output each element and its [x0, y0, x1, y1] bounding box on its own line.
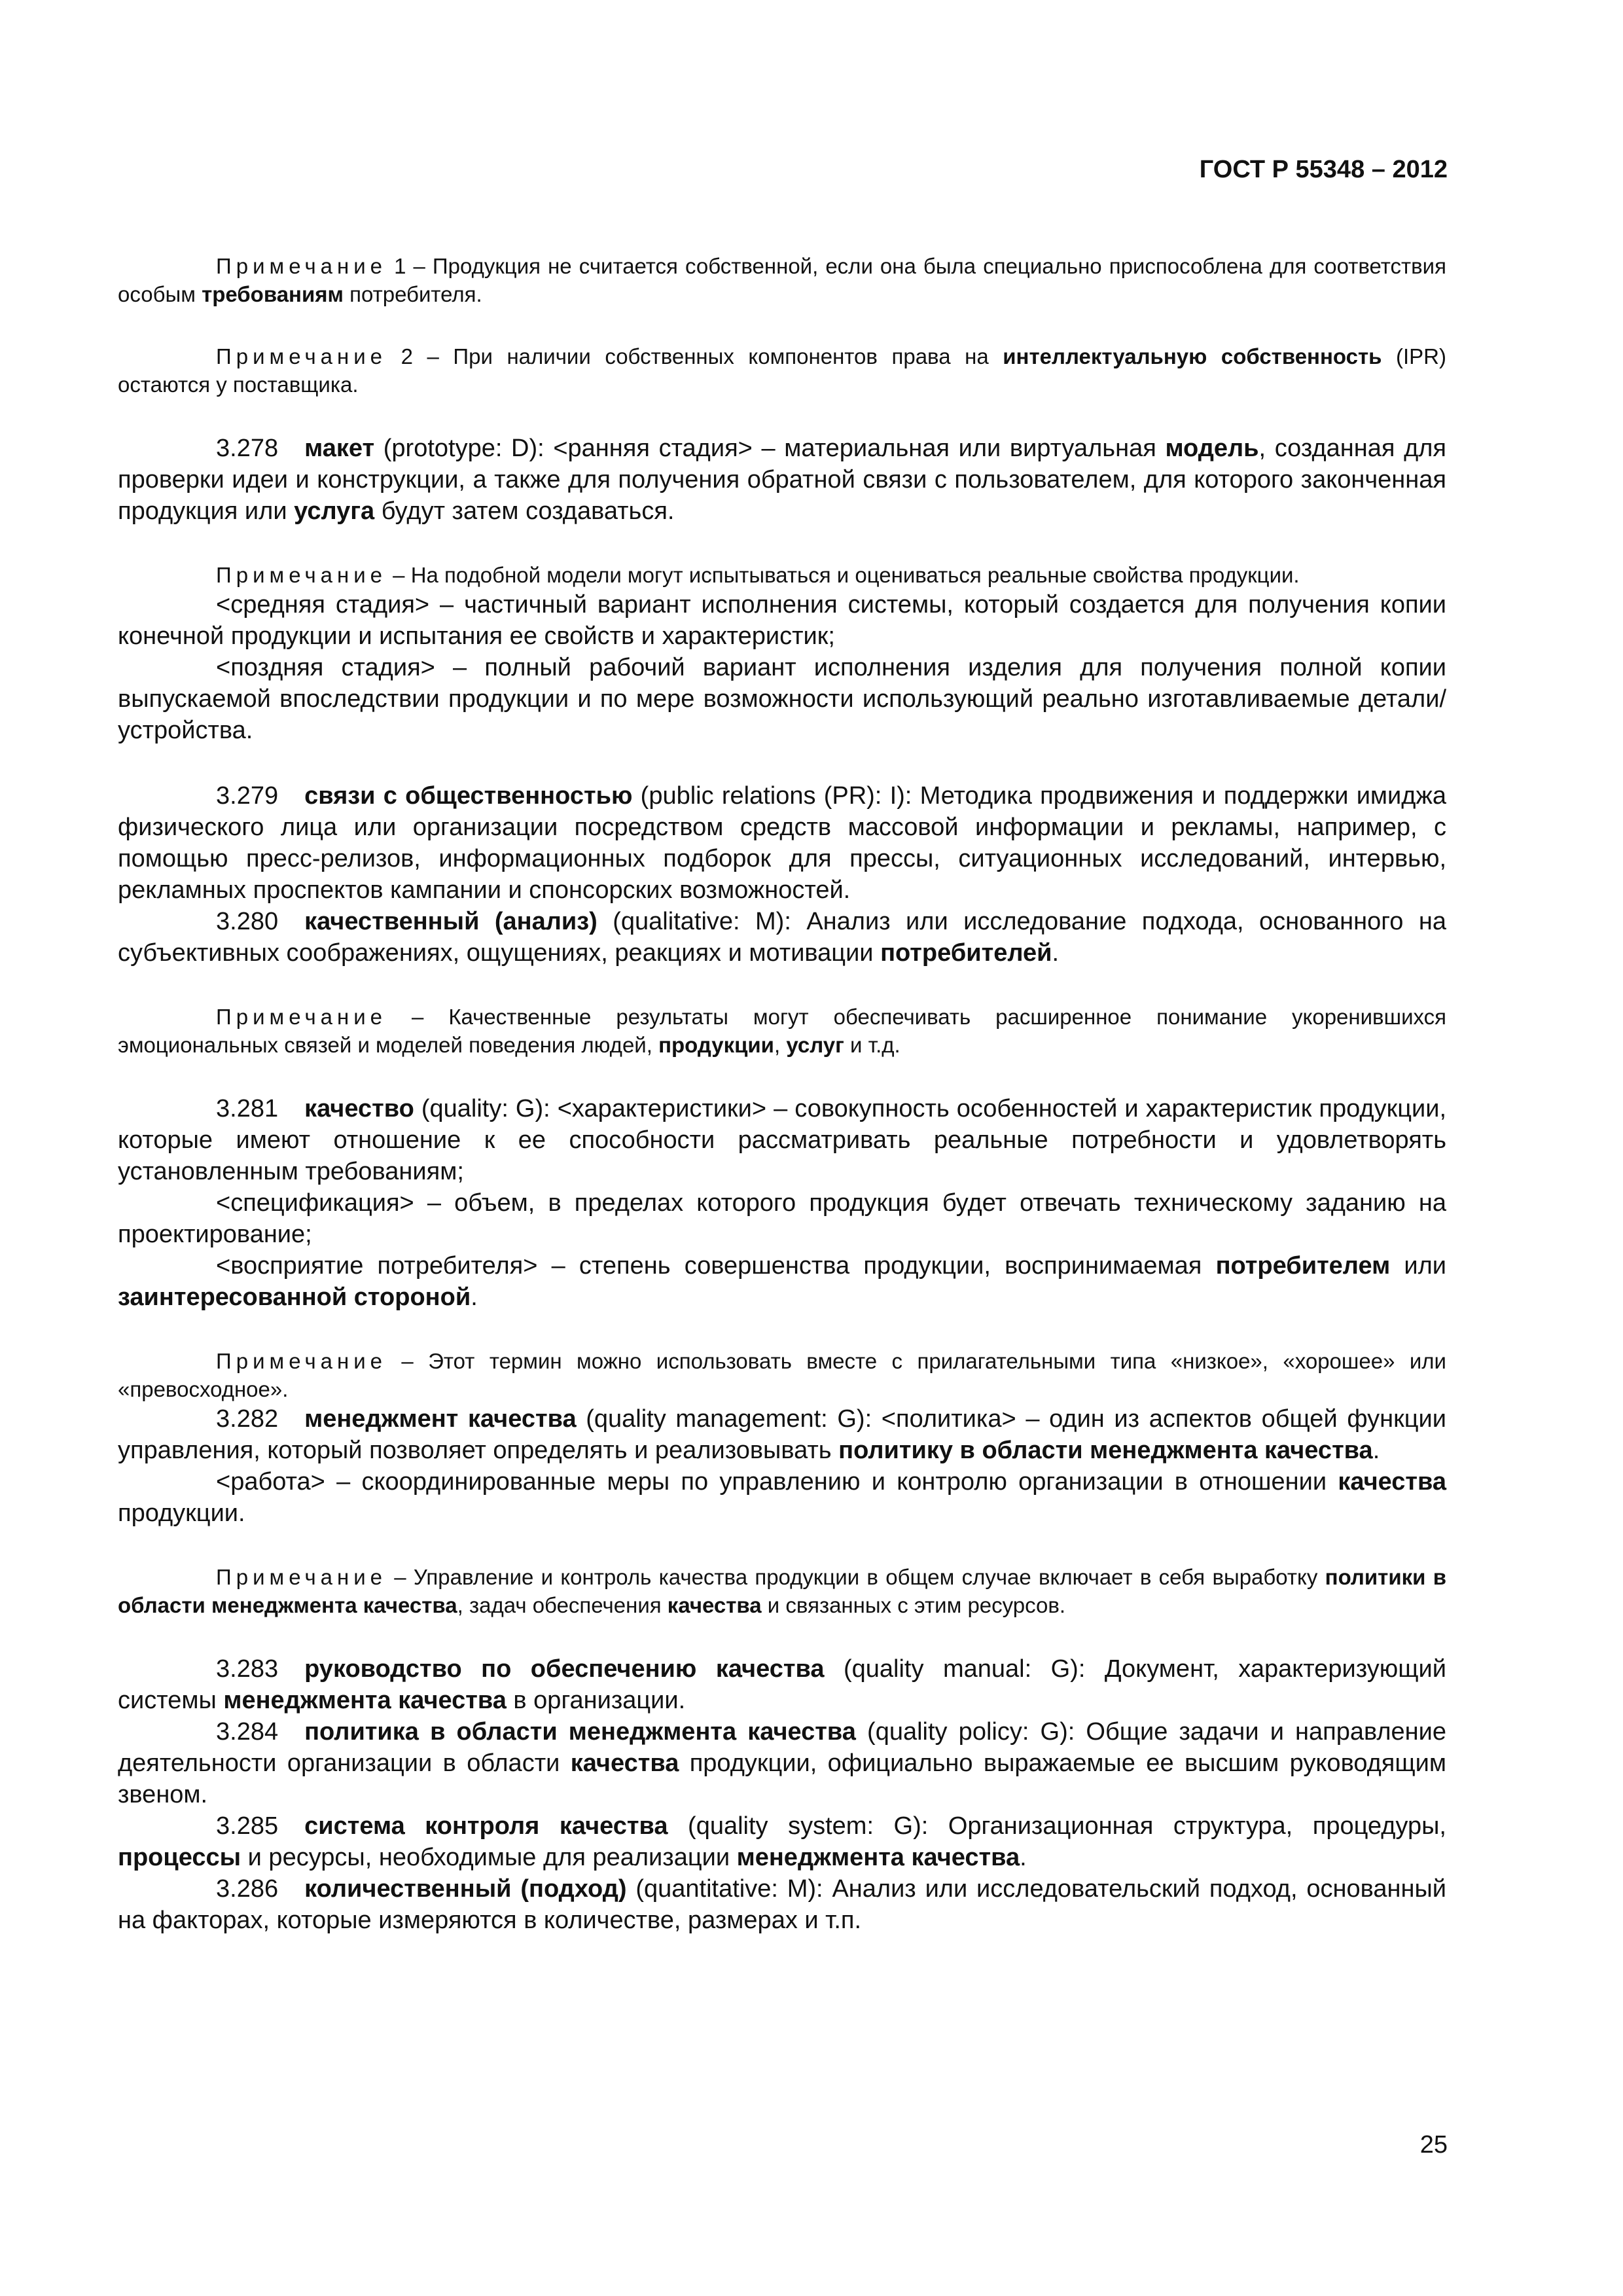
- term-3-286: 3.286 количественный (подход) (quantitative: M): Анализ или исследовательский подход, основанный на факторах, которые измеряются в количестве, размерах и т.п.: [118, 1875, 1446, 1934]
- term-3-278-late-stage: <поздняя стадия> – полный рабочий вариант исполнения изделия для получения полной копии выпускаемой впоследствии продукции и по мере возможности использующий реально изготавливаемые детали/устройства.: [118, 654, 1446, 744]
- term-number: 3.285: [216, 1812, 279, 1840]
- term-title: система контроля качества: [304, 1812, 668, 1840]
- term-title: качество: [304, 1095, 414, 1122]
- term-3-284: 3.284 политика в области менеджмента качества (quality policy: G): Общие задачи и направление деятельности организации в области качества продукции, официально выражаемые ее высшим руководящим звеном.: [118, 1718, 1446, 1808]
- term-3-281-perception: <восприятие потребителя> – степень совершенства продукции, воспринимаемая потребителем или заинтересованной стороной.: [118, 1252, 1446, 1311]
- term-3-278-middle-stage: <средняя стадия> – частичный вариант исполнения системы, который создается для получения копии конечной продукции и испытания ее свойств и характеристик;: [118, 591, 1446, 650]
- note-6: Примечание – Управление и контроль качества продукции в общем случае включает в себя выработку политики в области менеджмента качества, задач обеспечения качества и связанных с этим ресурсов.: [118, 1565, 1446, 1617]
- document-code-header: ГОСТ Р 55348 – 2012: [1199, 156, 1448, 183]
- term-title: связи с общественностью: [304, 782, 633, 810]
- note-4: Примечание – Качественные результаты могут обеспечивать расширенное понимание укоренившихся эмоциональных связей и моделей поведения людей, продукции, услуг и т.д.: [118, 1005, 1446, 1057]
- document-body: [118, 252, 1446, 1936]
- term-title: качественный (анализ): [304, 908, 597, 935]
- note-label: Примечание: [216, 344, 387, 368]
- term-3-282: 3.282 менеджмент качества (quality management: G): <политика> – один из аспектов общей функции управления, который позволяет определять и реализовывать политику в области менеджмента качества.: [118, 1405, 1446, 1464]
- term-3-285: 3.285 система контроля качества (quality system: G): Организационная структура, процедуры, процессы и ресурсы, необходимые для реализации менеджмента качества.: [118, 1812, 1446, 1871]
- term-3-283: 3.283 руководство по обеспечению качества (quality manual: G): Документ, характеризующий системы менеджмента качества в организации.: [118, 1655, 1446, 1714]
- note-label: Примечание: [216, 1005, 387, 1029]
- term-number: 3.283: [216, 1655, 279, 1683]
- term-number: 3.279: [216, 782, 279, 810]
- note-label: Примечание: [216, 563, 387, 587]
- note-label: Примечание: [216, 254, 387, 278]
- term-3-278: 3.278 макет (prototype: D): <ранняя стадия> – материальная или виртуальная модель, созданная для проверки идеи и конструкции, а также для получения обратной связи с пользователем, для которого законченная продукция или услуга будут затем создаваться.: [118, 435, 1446, 525]
- term-title: макет: [304, 435, 375, 462]
- term-number: 3.286: [216, 1875, 279, 1903]
- term-title: руководство по обеспечению качества: [304, 1655, 825, 1683]
- note-3: Примечание – На подобной модели могут испытываться и оцениваться реальные свойства продукции.: [216, 563, 1300, 587]
- term-title: политика в области менеджмента качества: [304, 1718, 856, 1746]
- note-5: Примечание – Этот термин можно использовать вместе с прилагательными типа «низкое», «хорошее» или «превосходное».: [118, 1349, 1446, 1401]
- page-number: 25: [1419, 2131, 1448, 2159]
- note-1: Примечание 1 – Продукция не считается собственной, если она была специально приспособлена для соответствия особым требованиям потребителя.: [118, 254, 1446, 306]
- term-number: 3.282: [216, 1405, 279, 1433]
- term-title: менеджмент качества: [304, 1405, 577, 1433]
- term-number: 3.281: [216, 1095, 279, 1122]
- note-label: Примечание: [216, 1565, 387, 1589]
- term-number: 3.278: [216, 435, 279, 462]
- term-3-281: 3.281 качество (quality: G): <характеристики> – совокупность особенностей и характеристик продукции, которые имеют отношение к ее способности рассматривать реальные потребности и удовлетворять установленным требованиям;: [118, 1095, 1446, 1185]
- term-number: 3.284: [216, 1718, 279, 1746]
- term-3-280: 3.280 качественный (анализ) (qualitative: M): Анализ или исследование подхода, основанного на субъективных соображениях, ощущениях, реакциях и мотивации потребителей.: [118, 908, 1446, 967]
- term-3-281-specification: <спецификация> – объем, в пределах которого продукция будет отвечать техническому заданию на проектирование;: [118, 1189, 1446, 1248]
- term-title: количественный (подход): [304, 1875, 627, 1903]
- term-3-282-work: <работа> – скоординированные меры по управлению и контролю организации в отношении качества продукции.: [118, 1468, 1446, 1527]
- note-label: Примечание: [216, 1349, 387, 1373]
- note-2: Примечание 2 – При наличии собственных компонентов права на интеллектуальную собственность (IPR) остаются у поставщика.: [118, 344, 1446, 397]
- term-3-279: 3.279 связи с общественностью (public relations (PR): I): Методика продвижения и поддержки имиджа физического лица или организации посредством средств массовой информации и рекламы, например, с помощью пресс-релизов, информационных подборок для прессы, ситуационных исследований, интервью, рекламных проспектов кампании и спонсорских возможностей.: [118, 782, 1447, 904]
- term-number: 3.280: [216, 908, 279, 935]
